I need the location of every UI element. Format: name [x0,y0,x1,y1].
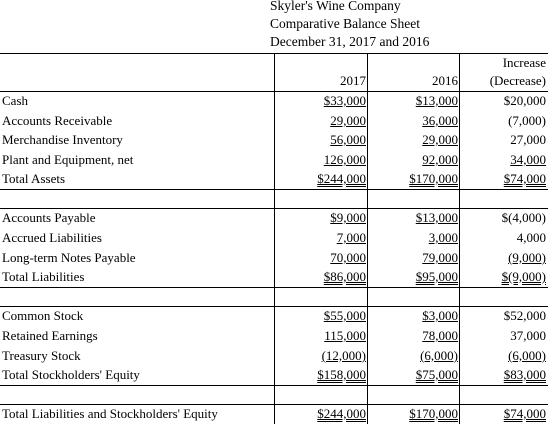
plant-change: 34,000 [510,152,546,167]
plant-2016: 92,000 [422,152,458,167]
row-label-long-term-notes: Long-term Notes Payable [2,250,136,265]
row-label-accounts-receivable: Accounts Receivable [2,113,113,128]
row-label-merchandise-inventory: Merchandise Inventory [2,132,123,147]
row-label-plant-equipment: Plant and Equipment, net [2,152,134,167]
cash-change: $20,000 [503,93,546,108]
row-label-retained-earnings: Retained Earnings [2,328,98,343]
header-change-line2: (Decrease) [489,73,546,88]
retained-2016: 78,000 [422,328,458,343]
total-equity-2017: $158,000 [317,367,366,382]
treasury-2016: (6,000) [420,348,458,363]
common-stock-2016: $3,000 [422,308,458,323]
header-change-line1: Increase [502,55,546,70]
plant-2017: 126,000 [323,152,366,167]
accrued-2016: 3,000 [428,230,458,245]
column-divider-3 [459,53,460,424]
common-stock-change: $52,000 [503,308,546,323]
inventory-2017: 56,000 [330,132,366,147]
common-stock-2017: $55,000 [323,308,366,323]
ar-2017: 29,000 [330,113,366,128]
total-assets-2017: $244,000 [317,171,366,186]
grand-total-2016: $170,000 [409,406,458,421]
row-label-total-liab-equity: Total Liabilities and Stockholders' Equity [2,406,218,421]
cash-2017: $33,000 [323,93,366,108]
ap-change: $(4,000) [501,210,546,225]
column-divider-2 [367,53,368,424]
total-liabilities-2016: $95,000 [415,269,458,284]
statement-title: Comparative Balance Sheet [270,16,420,31]
header-2017: 2017 [340,73,366,88]
treasury-2017: (12,000) [321,348,366,363]
row-label-total-liabilities: Total Liabilities [2,269,85,284]
row-label-accounts-payable: Accounts Payable [2,210,96,225]
ap-2017: $9,000 [330,210,366,225]
statement-date: December 31, 2017 and 2016 [270,34,430,49]
row-label-common-stock: Common Stock [2,308,84,323]
notes-change: (9,000) [508,250,546,265]
accrued-2017: 7,000 [336,230,366,245]
company-name: Skyler's Wine Company [270,0,401,13]
total-liabilities-2017: $86,000 [323,269,366,284]
column-divider-1 [274,53,275,424]
retained-change: 37,000 [510,328,546,343]
ar-change: (7,000) [508,113,546,128]
grand-total-change: $74,000 [503,406,546,421]
grand-total-2017: $244,000 [317,406,366,421]
row-label-total-equity: Total Stockholders' Equity [2,367,140,382]
notes-2016: 79,000 [422,250,458,265]
ap-2016: $13,000 [415,210,458,225]
retained-2017: 115,000 [324,328,366,343]
total-equity-2016: $75,000 [415,367,458,382]
treasury-change: (6,000) [508,348,546,363]
ar-2016: 36,000 [422,113,458,128]
row-label-cash: Cash [2,93,28,108]
total-equity-change: $83,000 [503,367,546,382]
total-assets-2016: $170,000 [409,171,458,186]
cash-2016: $13,000 [415,93,458,108]
notes-2017: 70,000 [330,250,366,265]
header-2016: 2016 [432,73,458,88]
inventory-2016: 29,000 [422,132,458,147]
total-liabilities-change: $(9,000) [501,269,546,284]
row-label-treasury-stock: Treasury Stock [2,348,81,363]
row-label-accrued-liabilities: Accrued Liabilities [2,230,102,245]
row-label-total-assets: Total Assets [2,171,66,186]
total-assets-change: $74,000 [503,171,546,186]
accrued-change: 4,000 [516,230,546,245]
inventory-change: 27,000 [510,132,546,147]
